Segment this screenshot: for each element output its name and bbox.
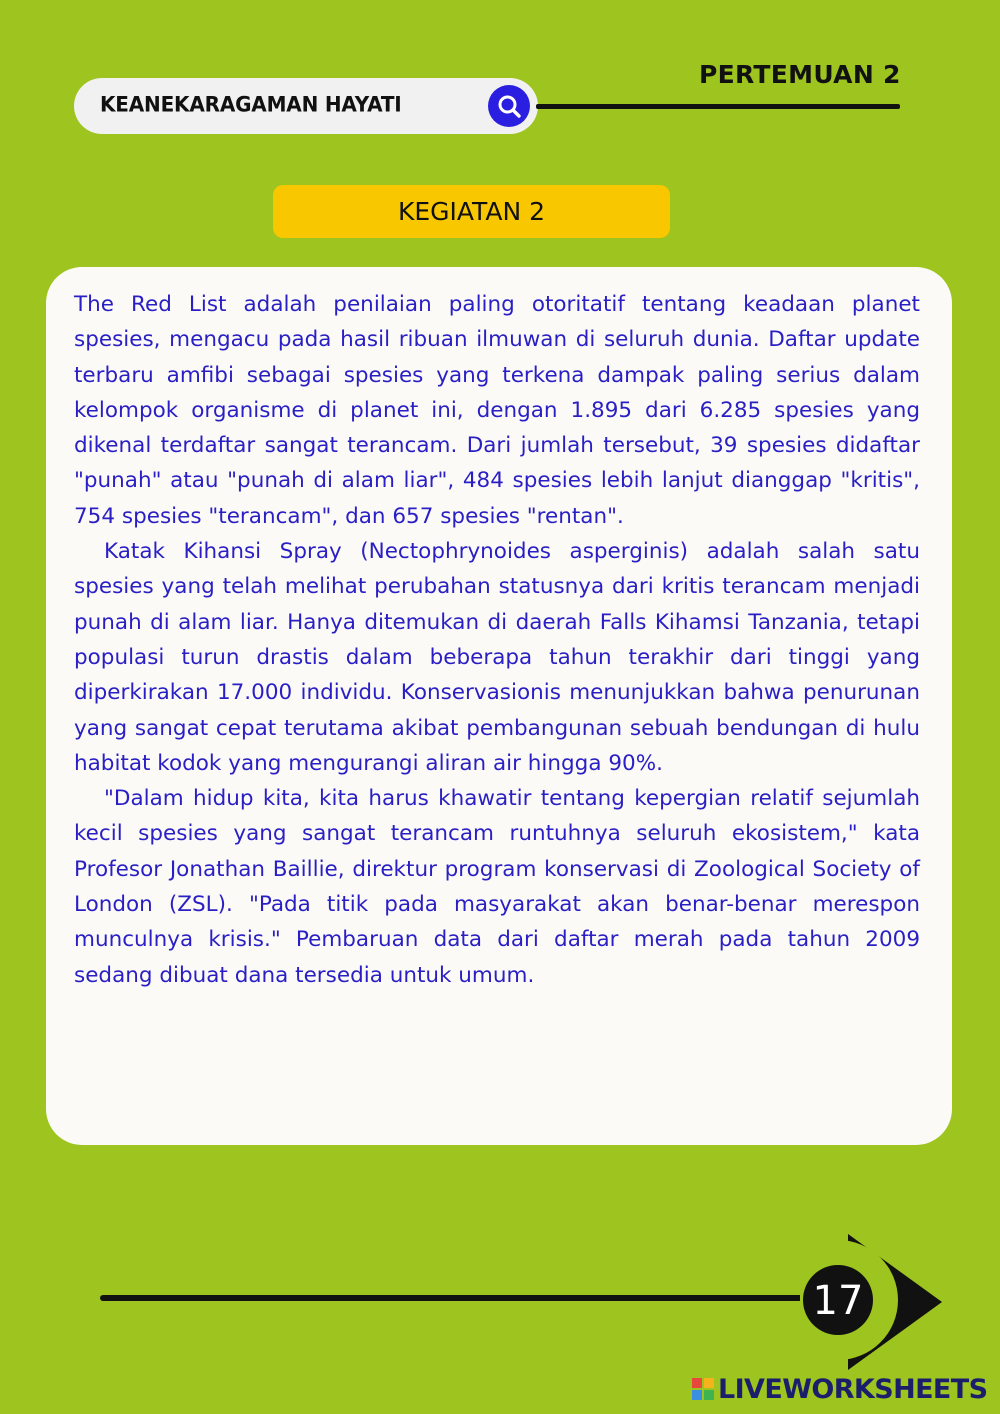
watermark-text: LIVEWORKSHEETS	[718, 1374, 988, 1405]
meeting-label: PERTEMUAN 2	[699, 60, 901, 89]
search-icon	[496, 93, 522, 119]
page-number: 17	[812, 1278, 864, 1324]
liveworksheets-logo-icon	[692, 1378, 714, 1400]
search-button[interactable]	[488, 85, 530, 127]
footer-divider	[100, 1295, 815, 1301]
paragraph-2: Katak Kihansi Spray (Nectophrynoides asperginis) adalah salah satu spesies yang telah melihat perubahan statusnya dari kritis terancam menjadi punah di alam liar. Hanya ditemukan di daerah Falls Kihamsi Tanzania, tetapi populasi turun drastis dalam beberapa tahun terakhir dari tinggi yang diperkirakan 17.000 individu. Konservasionis menunjukkan bahwa penurunan yang sangat cepat terutama akibat pembangunan sebuah bendungan di hulu habitat kodok yang mengurangi aliran air hingga 90%.	[74, 539, 920, 776]
topic-title: KEANEKARAGAMAN HAYATI	[100, 91, 402, 117]
activity-banner	[273, 185, 670, 238]
topic-header	[74, 78, 538, 134]
content-card	[46, 267, 952, 1145]
content-text	[74, 287, 920, 993]
header-divider	[536, 104, 900, 109]
paragraph-3: "Dalam hidup kita, kita harus khawatir tentang kepergian relatif sejumlah kecil spesies yang sangat terancam runtuhnya seluruh ekosistem," kata Profesor Jonathan Baillie, direktur program konservasi di Zoological Society of London (ZSL). "Pada titik pada masyarakat akan benar-benar merespon munculnya krisis." Pembaruan data dari daftar merah pada tahun 2009 sedang dibuat dana tersedia untuk umum.	[74, 786, 920, 988]
paragraph-1: The Red List adalah penilaian paling otoritatif tentang keadaan planet spesies, mengacu pada hasil ribuan ilmuwan di seluruh dunia. Daftar update terbaru amfibi sebagai spesies yang terkena dampak paling serius dalam kelompok organisme di planet ini, dengan 1.895 dari 6.285 spesies yang dikenal terdaftar sangat terancam. Dari jumlah tersebut, 39 spesies didaftar "punah" atau "punah di alam liar", 484 spesies lebih lanjut dianggap "kritis", 754 spesies "terancam", dan 657 spesies "rentan".	[74, 292, 920, 529]
activity-title: KEGIATAN 2	[397, 197, 546, 226]
